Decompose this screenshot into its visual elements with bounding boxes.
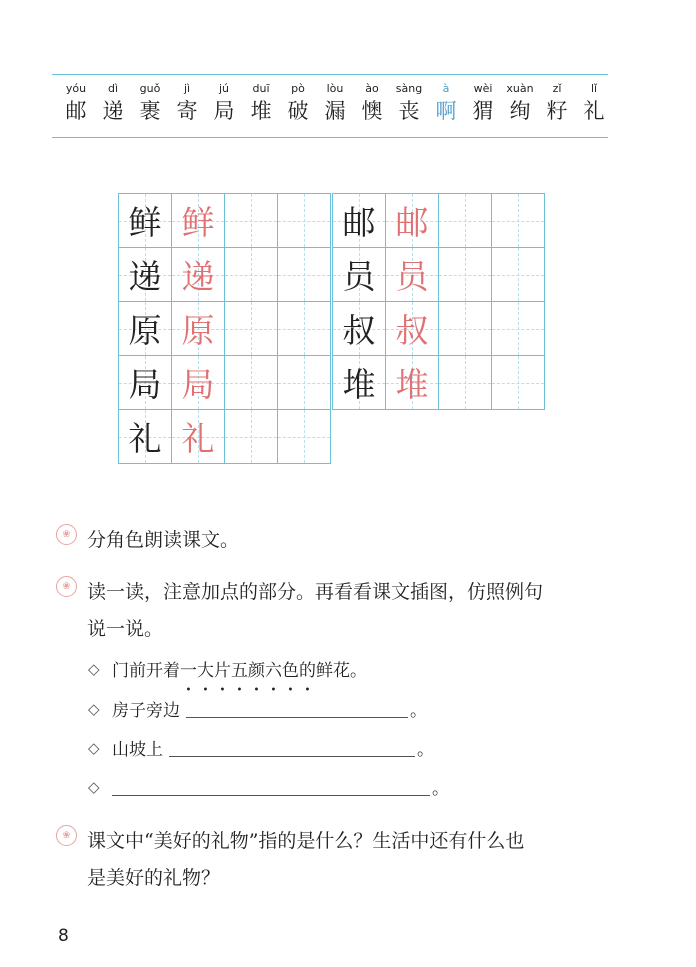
dotted-character: 大 [197, 661, 214, 681]
vocab-hanzi: 递 [102, 99, 124, 123]
dotted-character: 六 [265, 661, 282, 681]
vocab-item [97, 80, 129, 125]
trace-character-cell [172, 356, 225, 410]
vocab-hanzi: 礼 [583, 99, 605, 123]
model-character-cell [333, 248, 386, 302]
dotted-character: 的 [299, 661, 316, 681]
exercise-1 [56, 522, 239, 559]
exercise-2-line1: 读一读，注意加点的部分。再看看课文插图，仿照例句 [87, 581, 544, 603]
vocab-item [208, 80, 240, 125]
writing-grid-right [332, 193, 545, 410]
exercise-3-text [87, 823, 524, 897]
vocab-hanzi: 破 [287, 99, 309, 123]
vocab-hanzi: 局 [213, 99, 235, 123]
example-dotted-part [180, 656, 316, 681]
diamond-icon: ◇ [88, 659, 100, 678]
diamond-icon: ◇ [88, 777, 100, 796]
model-character: 叔 [342, 311, 376, 350]
vocab-pinyin: à [442, 82, 450, 95]
model-character-cell [333, 302, 386, 356]
trace-character-cell [386, 356, 439, 410]
vocab-pinyin: sàng [395, 82, 423, 95]
answer-blank[interactable] [186, 699, 408, 718]
practice-cell[interactable] [439, 356, 492, 410]
vocab-hanzi: 籽 [546, 99, 568, 123]
vocab-pinyin: xuàn [506, 82, 534, 95]
vocab-hanzi: 丧 [398, 99, 420, 123]
vocabulary-strip [52, 74, 608, 138]
trace-character: 员 [395, 257, 429, 296]
practice-cell[interactable] [492, 194, 545, 248]
flower-icon: ❀ [56, 576, 77, 597]
model-character: 原 [128, 311, 162, 350]
exercise-2 [56, 574, 543, 648]
vocab-item [134, 80, 166, 125]
vocab-pinyin: ào [365, 82, 379, 95]
practice-cell[interactable] [278, 302, 331, 356]
model-character: 员 [342, 257, 376, 296]
prompt-a [88, 696, 427, 721]
model-character-cell [119, 302, 172, 356]
prompt-a-label: 房子旁边 [112, 701, 180, 721]
vocab-item [245, 80, 277, 125]
trace-character-cell [172, 302, 225, 356]
prompt-b-label: 山坡上 [112, 740, 163, 760]
model-character: 局 [128, 365, 162, 404]
vocab-pinyin: dì [107, 82, 119, 95]
trace-character-cell [172, 194, 225, 248]
vocab-item [282, 80, 314, 125]
practice-cell[interactable] [492, 248, 545, 302]
practice-cell[interactable] [225, 302, 278, 356]
prompt-b [88, 735, 434, 760]
vocab-pinyin: pò [291, 82, 305, 95]
exercise-2-line2: 说一说。 [87, 618, 164, 640]
exercise-2-text [87, 574, 543, 648]
model-character-cell [119, 194, 172, 248]
trace-character-cell [386, 302, 439, 356]
model-character-cell [333, 356, 386, 410]
model-character: 递 [128, 257, 162, 296]
trace-character: 叔 [395, 311, 429, 350]
practice-cell[interactable] [278, 356, 331, 410]
practice-cell[interactable] [492, 356, 545, 410]
example-after: 鲜花。 [316, 661, 367, 681]
practice-cell[interactable] [278, 194, 331, 248]
vocab-pinyin: duī [252, 82, 270, 95]
vocab-hanzi: 寄 [176, 99, 198, 123]
practice-cell[interactable] [439, 302, 492, 356]
trace-character-cell [172, 410, 225, 464]
vocab-hanzi: 懊 [361, 99, 383, 123]
example-before: 门前开着 [112, 661, 180, 681]
vocab-pinyin: jú [218, 82, 230, 95]
answer-blank[interactable] [112, 777, 430, 796]
practice-cell[interactable] [225, 356, 278, 410]
model-character: 堆 [342, 365, 376, 404]
dotted-character: 颜 [248, 661, 265, 681]
vocab-item [319, 80, 351, 125]
dotted-character: 片 [214, 661, 231, 681]
trace-character: 鲜 [181, 203, 215, 242]
dotted-character: 色 [282, 661, 299, 681]
diamond-icon: ◇ [88, 699, 100, 718]
example-sentence [88, 656, 367, 681]
vocab-pinyin: yóu [65, 82, 87, 95]
vocab-item [393, 80, 425, 125]
vocab-hanzi: 邮 [65, 99, 87, 123]
practice-cell[interactable] [225, 248, 278, 302]
vocab-item [60, 80, 92, 125]
vocab-hanzi: 堆 [250, 99, 272, 123]
trace-character: 局 [181, 365, 215, 404]
vocab-pinyin: lòu [326, 82, 344, 95]
practice-cell[interactable] [225, 194, 278, 248]
vocab-item [504, 80, 536, 125]
trace-character-cell [386, 194, 439, 248]
writing-grid-left [118, 193, 331, 464]
period: 。 [432, 779, 449, 799]
exercise-3-line2: 是美好的礼物？ [87, 867, 221, 889]
answer-blank[interactable] [169, 738, 415, 757]
vocab-hanzi: 漏 [324, 99, 346, 123]
flower-icon: ❀ [56, 524, 77, 545]
model-character-cell [119, 356, 172, 410]
diamond-icon: ◇ [88, 738, 100, 757]
model-character: 鲜 [128, 203, 162, 242]
prompt-c [88, 774, 449, 799]
vocab-hanzi: 绚 [509, 99, 531, 123]
practice-cell[interactable] [278, 248, 331, 302]
trace-character: 邮 [395, 203, 429, 242]
vocab-pinyin: zǐ [552, 82, 562, 95]
vocab-item [356, 80, 388, 125]
vocab-pinyin: lǐ [590, 82, 598, 95]
vocab-hanzi: 裹 [139, 99, 161, 123]
flower-icon: ❀ [56, 825, 77, 846]
vocab-item [541, 80, 573, 125]
dotted-character: 一 [180, 661, 197, 681]
model-character-cell [119, 248, 172, 302]
trace-character: 礼 [181, 419, 215, 458]
period: 。 [410, 701, 427, 721]
trace-character: 递 [181, 257, 215, 296]
model-character: 邮 [342, 203, 376, 242]
model-character: 礼 [128, 419, 162, 458]
vocab-item [467, 80, 499, 125]
practice-cell[interactable] [225, 410, 278, 464]
vocab-pinyin: guǒ [139, 82, 161, 95]
page-number: 8 [58, 926, 69, 946]
trace-character: 堆 [395, 365, 429, 404]
model-character-cell [119, 410, 172, 464]
vocab-item [171, 80, 203, 125]
period: 。 [417, 740, 434, 760]
trace-character-cell [172, 248, 225, 302]
practice-cell[interactable] [492, 302, 545, 356]
practice-cell[interactable] [278, 410, 331, 464]
practice-cell[interactable] [439, 248, 492, 302]
exercise-3-line1: 课文中“美好的礼物”指的是什么？生活中还有什么也 [87, 830, 525, 852]
trace-character: 原 [181, 311, 215, 350]
vocab-hanzi: 啊 [435, 99, 457, 123]
vocab-pinyin: wèi [473, 82, 493, 95]
vocab-item [578, 80, 610, 125]
vocab-hanzi: 猬 [472, 99, 494, 123]
dotted-character: 五 [231, 661, 248, 681]
vocab-pinyin: jì [183, 82, 191, 95]
practice-cell[interactable] [439, 194, 492, 248]
vocab-item [430, 80, 462, 125]
model-character-cell [333, 194, 386, 248]
exercise-1-text: 分角色朗读课文。 [87, 529, 240, 551]
vocabulary-row [60, 80, 610, 125]
trace-character-cell [386, 248, 439, 302]
exercise-3 [56, 823, 524, 897]
